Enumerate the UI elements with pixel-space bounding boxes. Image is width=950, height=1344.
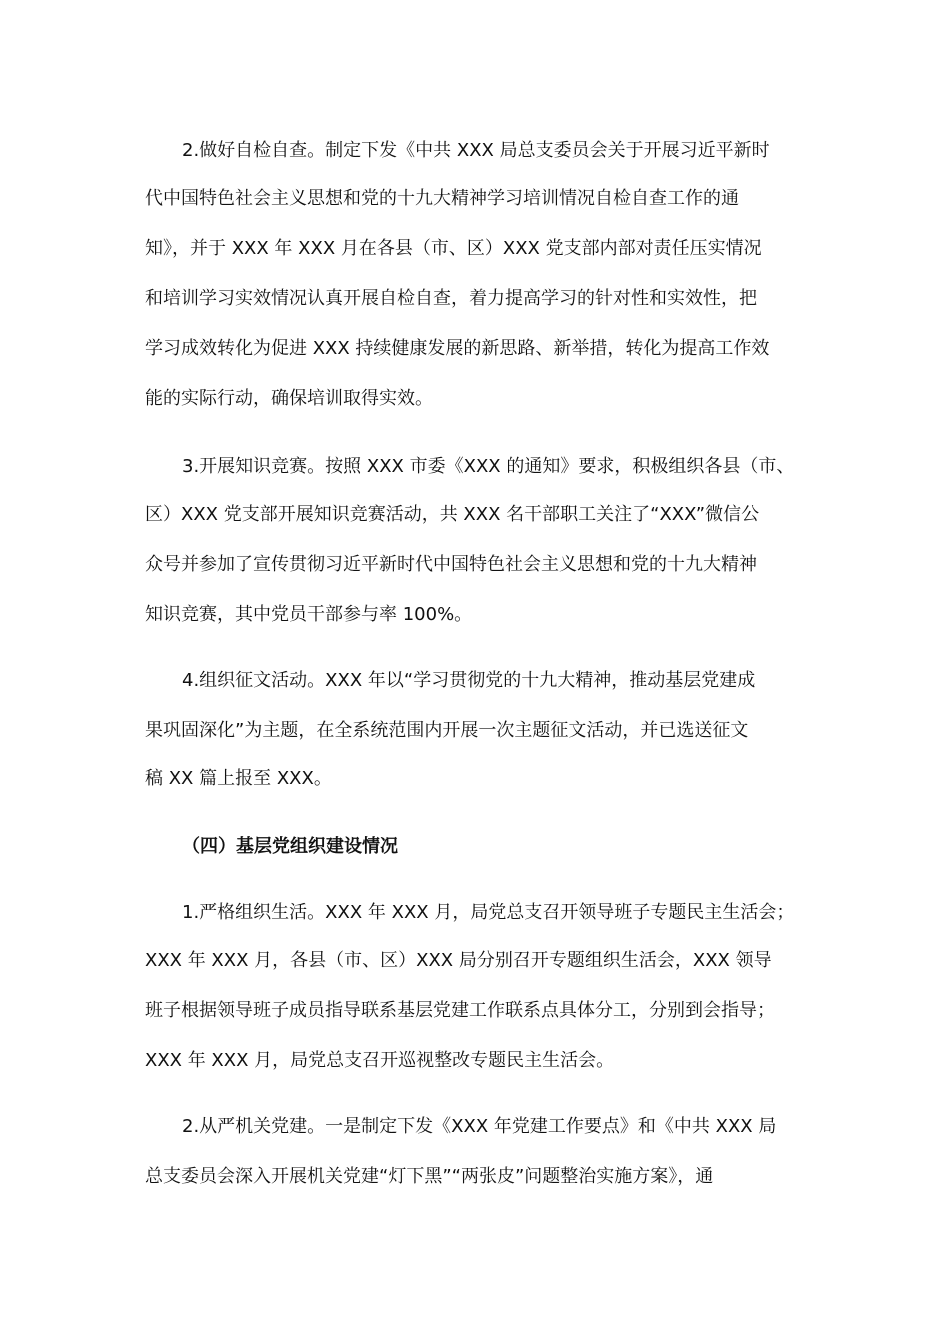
paragraph-line: 和培训学习实效情况认真开展自检自查，着力提高学习的针对性和实效性，把: [145, 288, 757, 309]
paragraph-line: 知识竞赛，其中党员干部参与率 100%。: [145, 604, 473, 625]
paragraph-line: 代中国特色社会主义思想和党的十九大精神学习培训情况自检自查工作的通: [145, 188, 739, 209]
paragraph-line: 2.做好自检自查。制定下发《中共 XXX 局总支委员会关于开展习近平新时: [182, 140, 770, 161]
paragraph-line: 1.严格组织生活。XXX 年 XXX 月，局党总支召开领导班子专题民主生活会；: [182, 902, 795, 923]
paragraph-line: 4.组织征文活动。XXX 年以“学习贯彻党的十九大精神，推动基层党建成: [182, 670, 756, 691]
paragraph-line: 2.从严机关党建。一是制定下发《XXX 年党建工作要点》和《中共 XXX 局: [182, 1116, 777, 1137]
paragraph-line: 总支委员会深入开展机关党建“灯下黑”“两张皮”问题整治实施方案》，通: [145, 1166, 714, 1187]
paragraph-line: 果巩固深化”为主题，在全系统范围内开展一次主题征文活动，并已选送征文: [145, 720, 749, 741]
paragraph-line: 能的实际行动，确保培训取得实效。: [145, 388, 433, 409]
paragraph-line: 学习成效转化为促进 XXX 持续健康发展的新思路、新举措，转化为提高工作效: [145, 338, 770, 359]
paragraph-line: 区）XXX 党支部开展知识竞赛活动，共 XXX 名干部职工关注了“XXX”微信公: [145, 504, 760, 525]
section-heading: （四）基层党组织建设情况: [182, 836, 398, 857]
paragraph-line: 知》，并于 XXX 年 XXX 月在各县（市、区）XXX 党支部内部对责任压实情况: [145, 238, 762, 259]
paragraph-line: XXX 年 XXX 月，各县（市、区）XXX 局分别召开专题组织生活会，XXX 领导: [145, 950, 772, 971]
paragraph-line: 众号并参加了宣传贯彻习近平新时代中国特色社会主义思想和党的十九大精神: [145, 554, 757, 575]
paragraph-line: 班子根据领导班子成员指导联系基层党建工作联系点具体分工，分别到会指导；: [145, 1000, 775, 1021]
paragraph-line: 稿 XX 篇上报至 XXX。: [145, 768, 332, 789]
paragraph-line: XXX 年 XXX 月，局党总支召开巡视整改专题民主生活会。: [145, 1050, 615, 1071]
paragraph-line: 3.开展知识竞赛。按照 XXX 市委《XXX 的通知》要求，积极组织各县（市、: [182, 456, 795, 477]
